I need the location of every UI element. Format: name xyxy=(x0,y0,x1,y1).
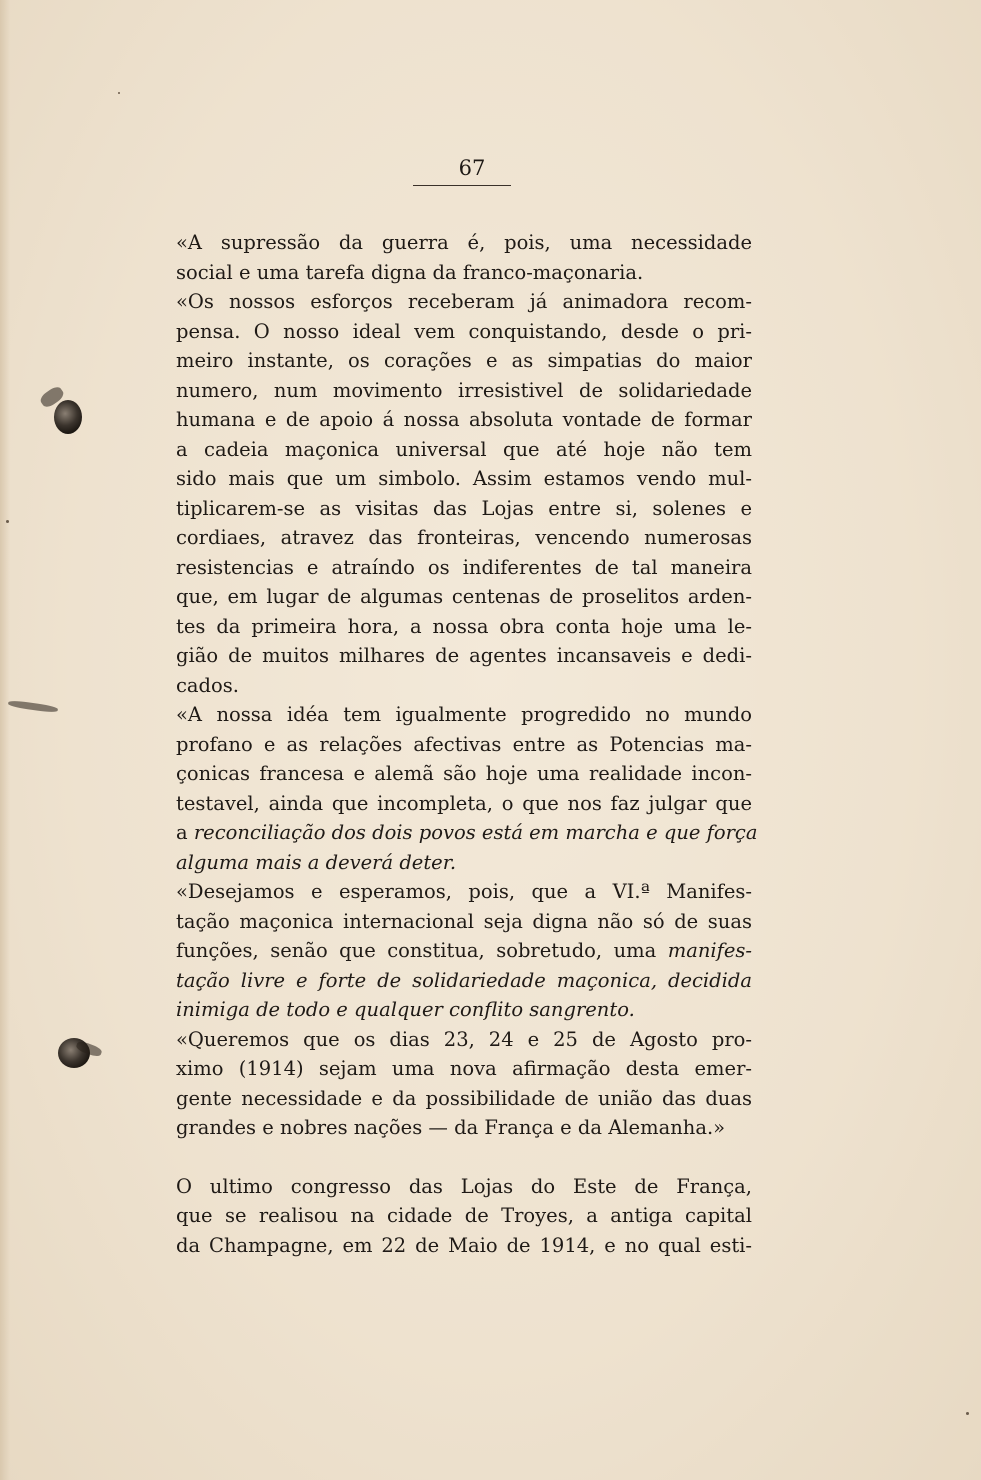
text-line xyxy=(176,376,752,406)
text-line xyxy=(176,1084,752,1114)
text-line xyxy=(176,966,752,996)
paper-speck xyxy=(6,520,9,523)
page-number: 67 xyxy=(458,156,486,180)
text-run: que se realisou na cidade de Troyes, a antiga capital xyxy=(176,1204,752,1227)
text-run: resistencias e atraíndo os indiferentes de tal maneira xyxy=(176,555,752,579)
text-run: funções, senão que constitua, sobretudo, uma xyxy=(176,939,668,962)
italic-text: manifes- xyxy=(667,939,752,962)
text-run: profano e as relações afectivas entre as Potencias ma- xyxy=(176,732,752,756)
text-line xyxy=(176,1201,752,1231)
text-run: numero, num movimento irresistivel de solidariedade xyxy=(176,378,752,402)
text-run: pensa. O nosso ideal vem conquistando, desde o pri- xyxy=(176,319,752,343)
text-run: a cadeia maçonica universal que até hoje não tem xyxy=(176,437,752,461)
text-line xyxy=(176,612,752,642)
text-line xyxy=(176,730,752,760)
text-line xyxy=(176,1231,752,1261)
body-text xyxy=(176,228,758,1260)
text-run: cados. xyxy=(176,673,239,697)
text-line xyxy=(176,405,752,435)
text-line xyxy=(176,936,752,966)
text-run: çonicas francesa e alemã são hoje uma realidade incon- xyxy=(176,762,752,785)
text-run: «Os nossos esforços receberam já animadora recom- xyxy=(176,290,752,313)
text-run: social e uma tarefa digna da franco-maçonaria. xyxy=(176,260,644,284)
text-run: tes da primeira hora, a nossa obra conta hoje uma le- xyxy=(176,614,752,638)
text-line xyxy=(176,1113,752,1143)
text-line xyxy=(176,494,752,524)
text-line xyxy=(176,1172,752,1202)
text-line xyxy=(176,553,752,583)
text-run: «Desejamos e esperamos, pois, que a VI.ª Manifes- xyxy=(176,880,752,903)
text-line xyxy=(176,818,758,848)
text-run: gião de muitos milhares de agentes incansaveis e dedi- xyxy=(176,644,752,667)
text-line xyxy=(176,995,752,1025)
text-line xyxy=(176,1054,752,1084)
text-line xyxy=(176,582,752,612)
page-binding-edge xyxy=(0,0,10,1480)
text-run: tação maçonica internacional seja digna não só de suas xyxy=(176,909,752,933)
text-run: cordiaes, atravez das fronteiras, vencendo numerosas xyxy=(176,526,752,549)
paper-speck xyxy=(118,92,120,94)
italic-text: inimiga de todo e qualquer conflito sangrento. xyxy=(176,998,635,1021)
text-run: «A supressão da guerra é, pois, uma necessidade xyxy=(176,231,752,254)
text-line xyxy=(176,523,752,553)
text-line xyxy=(176,435,752,465)
text-line xyxy=(176,759,752,789)
text-line xyxy=(176,464,752,494)
text-run: ximo (1914) sejam uma nova afirmação desta emer- xyxy=(176,1057,752,1080)
text-run: O ultimo congresso das Lojas do Este de França, xyxy=(176,1174,752,1198)
text-line xyxy=(176,789,752,819)
text-run: sido mais que um simbolo. Assim estamos vendo mul- xyxy=(176,467,752,490)
binding-hole-top xyxy=(54,400,82,434)
text-line xyxy=(176,317,752,347)
text-line xyxy=(176,848,752,878)
text-line xyxy=(176,641,752,671)
text-run: que, em lugar de algumas centenas de proselitos arden- xyxy=(176,585,752,608)
text-line xyxy=(176,228,752,258)
paper-speck xyxy=(966,1412,969,1415)
text-run: da Champagne, em 22 de Maio de 1914, e no qual esti- xyxy=(176,1233,752,1257)
text-line xyxy=(176,907,752,937)
text-run: tiplicarem-se as visitas das Lojas entre si, solenes e xyxy=(176,496,752,520)
page-number-rule xyxy=(413,185,511,186)
text-line xyxy=(176,877,752,907)
italic-text: alguma mais a deverá deter. xyxy=(176,850,457,874)
text-run: humana e de apoio á nossa absoluta vontade de formar xyxy=(176,408,752,431)
text-run: meiro instante, os corações e as simpatias do maior xyxy=(176,349,752,372)
binding-stain-middle xyxy=(8,700,58,714)
text-run: gente necessidade e da possibilidade de união das duas xyxy=(176,1086,752,1110)
text-run: «A nossa idéa tem igualmente progredido no mundo xyxy=(176,703,752,726)
italic-text: reconciliação dos dois povos está em marcha e que força xyxy=(193,821,758,844)
text-line xyxy=(176,258,752,288)
italic-text: tação livre e forte de solidariedade maçonica, decidida xyxy=(176,968,752,992)
text-run: «Queremos que os dias 23, 24 e 25 de Agosto pro- xyxy=(176,1027,752,1051)
text-line xyxy=(176,287,752,317)
text-line xyxy=(176,346,752,376)
text-line xyxy=(176,671,752,701)
text-run: testavel, ainda que incompleta, o que nos faz julgar que xyxy=(176,791,752,815)
text-run: grandes e nobres nações — da França e da Alemanha.» xyxy=(176,1116,726,1139)
text-line xyxy=(176,700,752,730)
text-run: a xyxy=(176,821,194,844)
text-line xyxy=(176,1025,752,1055)
